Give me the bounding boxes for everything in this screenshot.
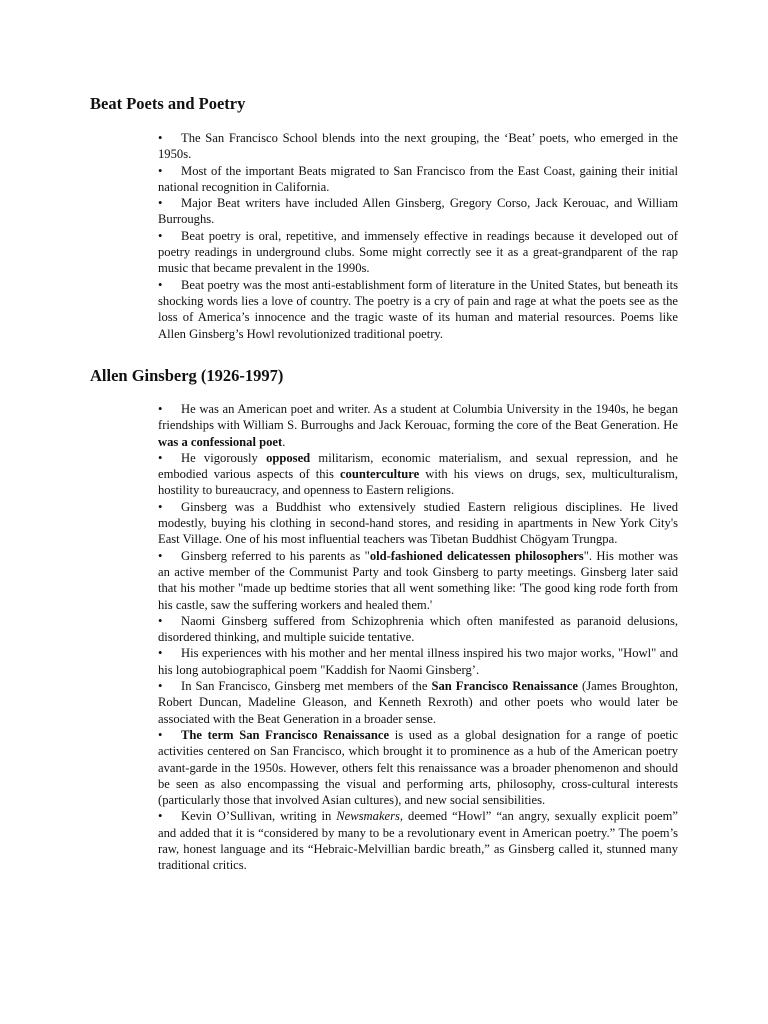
item-text: deemed “Howl” “an angry, sexually explicit poem” and added that it is “considered by many to be a revolutionary event in American poetry.” The poem’s raw, honest language and its “Hebraic-Melvillian bardic breath,” as Ginsberg called it, stunned many traditional critics. xyxy=(158,809,678,873)
list-item xyxy=(158,499,678,548)
bullet-icon: • xyxy=(158,163,163,178)
bullet-icon: • xyxy=(158,131,163,145)
bullet-icon: • xyxy=(158,196,163,211)
bullet-icon: • xyxy=(158,402,163,416)
item-text: Ginsberg was a Buddhist who extensively studied Eastern religious disciplines. He lived modestly, buying his clothing in second-hand stores, and residing in apartments in New York City's East Village. One of his most influential teachers was Tibetan Buddhist Chögyam Trungpa. xyxy=(158,499,678,547)
list-item xyxy=(158,195,678,228)
list-item xyxy=(158,228,678,277)
bullet-icon: • xyxy=(158,809,163,824)
list-item xyxy=(158,808,678,873)
section-heading-allen-ginsberg: Allen Ginsberg (1926-1997) xyxy=(90,366,284,385)
bullet-icon: • xyxy=(158,548,163,563)
bullet-icon: • xyxy=(158,613,163,628)
beat-poets-bullet-list xyxy=(158,130,678,342)
list-item xyxy=(158,450,678,499)
item-text: . xyxy=(282,434,286,449)
list-item xyxy=(158,401,678,450)
emphasis-text: The term San Francisco Renaissance xyxy=(181,727,390,742)
item-text: is used as a global designation for a range of poetic activities centered on San Francisco, which brought it to prominence as a hub of the American poetry avant-garde in the 1950s. However, others felt this renaissance was a broader phenomenon and should be seen as also encompassing the visual and performing arts, philosophy, cross-cultural interests (particularly those that involved Asian cultures), and new social sensibilities. xyxy=(158,727,678,808)
bullet-icon: • xyxy=(158,679,163,694)
item-text: He was an American poet and writer. As a student at Columbia University in the 1940s, he began friendships with William S. Burroughs and Jack Kerouac, forming the core of the Beat Generation. He xyxy=(158,402,678,433)
bullet-icon: • xyxy=(158,646,163,661)
item-text: militarism, economic materialism, and sexual repression, and he embodied various aspects of this xyxy=(158,450,678,482)
list-item xyxy=(158,548,678,613)
emphasis-text: was a confessional poet xyxy=(158,434,283,449)
item-text: ". His mother was an active member of the Communist Party and took Ginsberg to party meetings. Ginsberg later said that his mother "made up bedtime stories that all went something like: 'The good king rode forth from his castle, saw the suffering workers and healed them.' xyxy=(158,548,678,612)
item-text: Most of the important Beats migrated to San Francisco from the East Coast, gaining their initial national recognition in California. xyxy=(158,163,678,194)
list-item xyxy=(158,130,678,163)
italic-text: Newsmakers, xyxy=(336,809,404,824)
item-text: Major Beat writers have included Allen Ginsberg, Gregory Corso, Jack Kerouac, and William Burroughs. xyxy=(158,196,678,227)
bullet-icon: • xyxy=(158,450,163,465)
emphasis-text: old-fashioned delicatessen philosophers xyxy=(369,548,584,563)
list-item xyxy=(158,645,678,678)
bullet-icon: • xyxy=(158,727,163,742)
bullet-icon: • xyxy=(158,277,163,292)
item-text: In San Francisco, Ginsberg met members of the xyxy=(181,679,432,694)
item-text: His experiences with his mother and her mental illness inspired his two major works, "Howl" and his long autobiographical poem "Kaddish for Naomi Ginsberg’. xyxy=(158,646,678,677)
list-item xyxy=(158,163,678,196)
bullet-icon: • xyxy=(158,499,163,514)
item-text: with his views on drugs, sex, multiculturalism, hostility to bureaucracy, and openness to Eastern religions. xyxy=(158,467,678,498)
item-text: Beat poetry is oral, repetitive, and immensely effective in readings because it developed out of poetry readings in underground clubs. Some might correctly see it as a great-grandparent of the rap music that became prevalent in the 1990s. xyxy=(158,228,678,276)
list-item xyxy=(158,678,678,727)
emphasis-text: counterculture xyxy=(339,467,420,482)
list-item xyxy=(158,727,678,808)
item-text: He vigorously xyxy=(181,450,267,465)
item-text: Kevin O’Sullivan, writing in xyxy=(181,809,337,824)
emphasis-text: opposed xyxy=(266,450,311,465)
section-heading-beat-poets: Beat Poets and Poetry xyxy=(90,94,246,113)
emphasis-text: San Francisco Renaissance xyxy=(431,679,578,694)
list-item xyxy=(158,277,678,342)
bullet-icon: • xyxy=(158,228,163,243)
item-text: Beat poetry was the most anti-establishment form of literature in the United States, but beneath its shocking words lies a love of country. The poetry is a cry of pain and rage at what the poets see as the loss of America’s innocence and the tragic waste of its human and material resources. Poems like Allen Ginsberg’s Howl revolutionized traditional poetry. xyxy=(158,277,678,341)
item-text: The San Francisco School blends into the next grouping, the ‘Beat’ poets, who emerged in the 1950s. xyxy=(158,131,678,162)
item-text: (James Broughton, Robert Duncan, Madeline Gleason, and Kenneth Rexroth) and other poets who would later be associated with the Beat Generation in a broader sense. xyxy=(158,679,679,726)
list-item xyxy=(158,613,678,646)
ginsberg-bullet-list xyxy=(158,401,678,874)
item-text: Ginsberg referred to his parents as " xyxy=(181,548,370,563)
item-text: Naomi Ginsberg suffered from Schizophrenia which often manifested as paranoid delusions, disordered thinking, and multiple suicide tentative. xyxy=(158,613,678,645)
